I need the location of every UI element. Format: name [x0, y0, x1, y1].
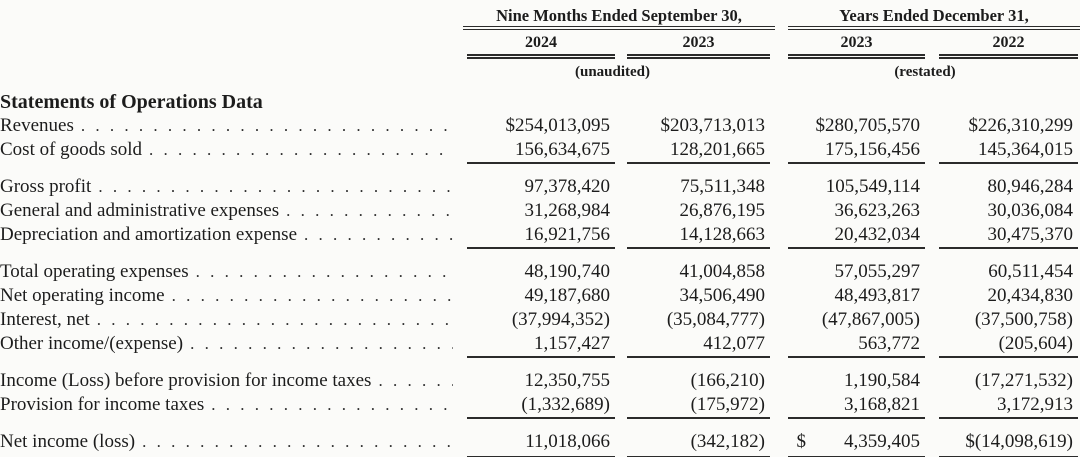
table-row [0, 430, 1080, 457]
value-cell: 34,506,490 [679, 285, 765, 306]
table-row [0, 393, 1080, 419]
value-cell: $254,013,095 [505, 115, 610, 136]
dot-leader [97, 308, 453, 332]
row-label: Other income/(expense) [0, 333, 184, 354]
value-cell: (37,994,352) [511, 309, 610, 330]
value-cell: 563,772 [788, 332, 925, 358]
value-cell: (342,182) [627, 430, 770, 457]
value-cell: $280,705,570 [815, 115, 920, 136]
value-cell: 412,077 [627, 332, 770, 358]
row-label-wrap [0, 284, 455, 308]
table-row [0, 114, 1080, 138]
value-cell: $226,310,299 [968, 115, 1073, 136]
value-cell: (47,867,005) [821, 309, 920, 330]
value-cell: 30,036,084 [987, 200, 1073, 221]
value-cell: 3,168,821 [788, 393, 925, 419]
value-cell: $203,713,013 [660, 115, 765, 136]
row-label-wrap [0, 114, 455, 138]
dot-leader [81, 114, 453, 138]
row-label-wrap [0, 393, 455, 417]
value-cell: 20,434,830 [987, 285, 1073, 306]
dot-leader [172, 284, 453, 308]
value-cell: 12,350,755 [524, 370, 610, 391]
dot-leader [149, 138, 453, 162]
value-cell: (175,972) [627, 393, 770, 419]
value-cell: 128,201,665 [627, 138, 770, 164]
value-cell: 49,187,680 [524, 285, 610, 306]
section-title: Statements of Operations Data [0, 91, 263, 113]
value-cell: 145,364,015 [939, 138, 1078, 164]
table-body [0, 114, 1080, 457]
row-label-wrap [0, 332, 455, 356]
dot-leader [98, 175, 453, 199]
value-cell: (205,604) [939, 332, 1078, 358]
row-label-wrap [0, 175, 455, 199]
row-label: Depreciation and amortization expense [0, 224, 298, 245]
value-cell: 20,432,034 [788, 223, 925, 249]
value-cell: 75,511,348 [680, 176, 765, 197]
value-cell: 16,921,756 [467, 223, 615, 249]
row-label-wrap [0, 369, 455, 393]
value-cell: 41,004,858 [679, 261, 765, 282]
value-cell: 57,055,297 [834, 261, 920, 282]
value-cell: (17,271,532) [974, 370, 1073, 391]
value-cell: 14,128,663 [627, 223, 770, 249]
column-year-2023-nine-months: 2023 [627, 34, 770, 59]
row-label: Income (Loss) before provision for income taxes [0, 370, 372, 391]
value-cell: 1,190,584 [844, 370, 920, 391]
value-cell: 36,623,263 [834, 200, 920, 221]
table-header-years [0, 30, 1080, 59]
row-label: Net income (loss) [0, 431, 136, 452]
column-year-2022: 2022 [939, 34, 1078, 59]
value-cell: 30,475,370 [939, 223, 1078, 249]
value-cell: 11,018,066 [467, 430, 615, 457]
value-cell: 48,493,817 [834, 285, 920, 306]
value-cell: (166,210) [690, 370, 765, 391]
dot-leader [196, 260, 453, 284]
row-label-wrap [0, 308, 455, 332]
row-label-wrap [0, 223, 455, 247]
row-label-wrap [0, 260, 455, 284]
value-cell: 80,946,284 [987, 176, 1073, 197]
column-group-years-ended: Years Ended December 31, [788, 6, 1080, 30]
table-row [0, 175, 1080, 199]
row-label: Net operating income [0, 285, 165, 306]
dot-leader [142, 430, 453, 454]
note-unaudited: (unaudited) [574, 64, 651, 80]
table-row [0, 369, 1080, 393]
value-cell: 3,172,913 [939, 393, 1078, 419]
table-row [0, 284, 1080, 308]
row-label-wrap [0, 430, 455, 454]
value-cell: 1,157,427 [467, 332, 615, 358]
value-cell: (37,500,758) [974, 309, 1073, 330]
dot-leader [190, 332, 453, 356]
note-restated: (restated) [894, 64, 956, 80]
value-cell: 156,634,675 [467, 138, 615, 164]
table-row [0, 199, 1080, 223]
dot-leader [304, 223, 453, 247]
value-cell: (35,084,777) [666, 309, 765, 330]
table-row [0, 223, 1080, 249]
table-header-groups [0, 6, 1080, 30]
dot-leader [211, 393, 453, 417]
row-label: Total operating expenses [0, 261, 189, 282]
row-label-wrap [0, 199, 455, 223]
row-label: Provision for income taxes [0, 394, 205, 415]
row-label: Gross profit [0, 176, 92, 197]
table-row [0, 138, 1080, 164]
value-cell: 175,156,456 [788, 138, 925, 164]
value-cell: 105,549,114 [825, 176, 920, 197]
column-year-2023-full-year: 2023 [788, 34, 925, 59]
dot-leader [378, 369, 453, 393]
value-cell: 60,511,454 [988, 261, 1073, 282]
column-group-nine-months: Nine Months Ended September 30, [463, 6, 775, 30]
table-row [0, 260, 1080, 284]
row-label: Revenues [0, 115, 74, 136]
table-row [0, 308, 1080, 332]
value-cell: 31,268,984 [524, 200, 610, 221]
value-cell: $(14,098,619) [939, 430, 1078, 457]
table-row [0, 332, 1080, 358]
value-cell: 48,190,740 [524, 261, 610, 282]
value-cell: 97,378,420 [524, 176, 610, 197]
row-label: Cost of goods sold [0, 139, 142, 160]
value-cell: 26,876,195 [679, 200, 765, 221]
value-cell: $ 4,359,405 [788, 430, 925, 457]
dot-leader [286, 199, 453, 223]
column-year-2024: 2024 [467, 34, 615, 59]
row-label: General and administrative expenses [0, 200, 280, 221]
row-label: Interest, net [0, 309, 90, 330]
table-header-notes [0, 59, 1080, 81]
value-cell: (1,332,689) [467, 393, 615, 419]
row-label-wrap [0, 138, 455, 162]
